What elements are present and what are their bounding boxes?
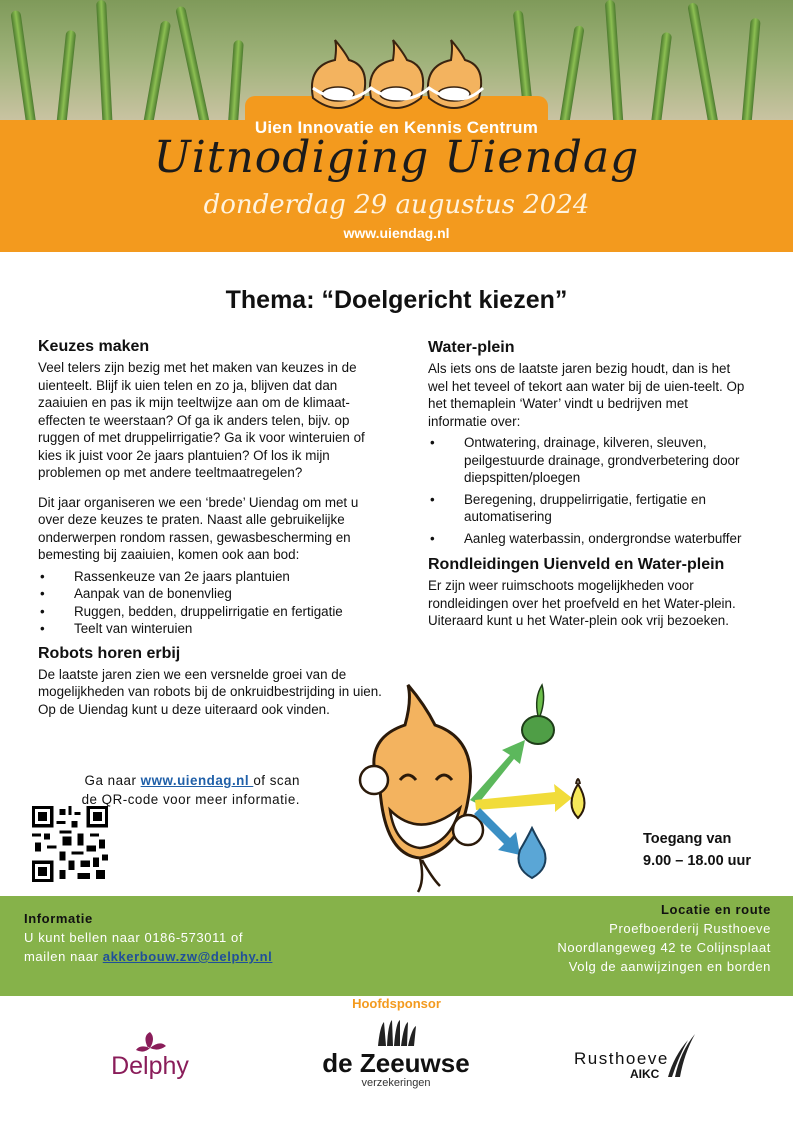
water-list bbox=[428, 434, 750, 547]
svg-text:AIKC: AIKC bbox=[630, 1067, 660, 1081]
website-cta: Ga naar www.uiendag.nl of scan de QR-code voor meer informatie. bbox=[81, 773, 300, 807]
list-item: • Ontwatering, drainage, kilveren, sleuven, peilgestuurde drainage, grondverbetering door diepspitten/ploegen bbox=[428, 434, 750, 487]
list-item: • Teelt van winteruien bbox=[38, 620, 383, 638]
de-zeeuwse-logo bbox=[318, 1018, 474, 1090]
location-info: Locatie en route Proefboerderij Rusthoeve Noordlangeweg 42 te Colijnsplaat Volg de aanwijzingen en borden bbox=[471, 900, 771, 976]
contact-title: Informatie bbox=[24, 911, 93, 926]
topics-list bbox=[38, 568, 383, 638]
section-heading-keuzes: Keuzes maken bbox=[38, 338, 150, 355]
org-name: Uien Innovatie en Kennis Centrum bbox=[254, 118, 539, 137]
contact-info: Informatie U kunt bellen naar 0186-573011 of mailen naar akkerbouw.zw@delphy.nl bbox=[24, 909, 324, 966]
list-item: • Ruggen, bedden, druppelirrigatie en fertigatie bbox=[38, 603, 383, 621]
section-heading-rondleidingen: Rondleidingen Uienveld en Water-plein bbox=[428, 556, 725, 573]
water-paragraph: Als iets ons de laatste jaren bezig houdt, dan is het wel het teveel of tekort aan water bij de uien-teelt. Op het themaplein ‘Water’ vindt u bedrijven met informatie over: bbox=[428, 361, 745, 429]
onion-mascot-illustration bbox=[350, 680, 610, 895]
right-column bbox=[428, 337, 750, 642]
section-heading-robots: Robots horen erbij bbox=[38, 644, 181, 662]
website-link[interactable]: www.uiendag.nl bbox=[140, 773, 254, 788]
theme-heading: Thema: “Doelgericht kiezen” bbox=[225, 286, 568, 314]
svg-text:Rusthoeve: Rusthoeve bbox=[574, 1049, 669, 1068]
list-item: • Aanleg waterbassin, ondergrondse waterbuffer bbox=[428, 530, 750, 548]
location-title: Locatie en route bbox=[660, 902, 771, 917]
keuzes-paragraph-1: Veel telers zijn bezig met het maken van keuzes in de uienteelt. Blijf ik uien telen en zo ja, blijven dat dan zaaiuien en pas ik mijn teeltwijze aan om de klimaat-effecten te weerstaan? Of ga ik anders telen, bijv. op ruggen of met druppelirrigatie? Ga ik voor winteruien of kies ik juist voor 2e jaars plantuien? Of los ik mijn problemen op met andere teeltmaatregelen? bbox=[38, 360, 365, 480]
keuzes-paragraph-2: Dit jaar organiseren we een ‘brede’ Uiendag om met u over deze keuzes te praten. Naast alle gebruikelijke onderwerpen rondom rassen, gewasbescherming en bemesting bij zaaiuien, komen ook aan bod: bbox=[38, 494, 359, 562]
onion-heads-logo bbox=[305, 38, 489, 120]
robots-paragraph: De laatste jaren zien we een versnelde groei van de mogelijkheden van robots bij de onkruidbestrijding in uien. Op de Uiendag kunt u deze uiteraard ook vinden. bbox=[38, 666, 382, 717]
list-item: • Beregening, druppelirrigatie, fertigatie en automatisering bbox=[428, 491, 750, 526]
list-item: • Rassenkeuze van 2e jaars plantuien bbox=[38, 568, 383, 586]
event-date: donderdag 29 augustus 2024 bbox=[203, 190, 590, 220]
svg-text:Delphy: Delphy bbox=[111, 1052, 189, 1080]
rusthoeve-logo bbox=[570, 1032, 700, 1082]
invitation-title: Uitnodiging Uiendag bbox=[153, 132, 640, 183]
svg-text:de Zeeuwse: de Zeeuwse bbox=[322, 1048, 470, 1078]
svg-text:verzekeringen: verzekeringen bbox=[361, 1077, 431, 1089]
rondleidingen-paragraph: Er zijn weer ruimschoots mogelijkheden voor rondleidingen over het proefveld en het Water-plein. Uiteraard kunt u het Water-plein ook vrij bezoeken. bbox=[428, 578, 736, 628]
left-column bbox=[38, 337, 383, 730]
main-sponsor-label: Hoofdsponsor bbox=[352, 996, 441, 1011]
access-hours: Toegang van 9.00 – 18.00 uur bbox=[643, 831, 752, 869]
email-link[interactable]: akkerbouw.zw@delphy.nl bbox=[102, 949, 273, 964]
header-website: www.uiendag.nl bbox=[343, 225, 450, 241]
delphy-logo bbox=[100, 1030, 200, 1080]
list-item: • Aanpak van de bonenvlieg bbox=[38, 585, 383, 603]
qr-code[interactable] bbox=[32, 806, 108, 882]
section-heading-water: Water-plein bbox=[428, 339, 515, 356]
